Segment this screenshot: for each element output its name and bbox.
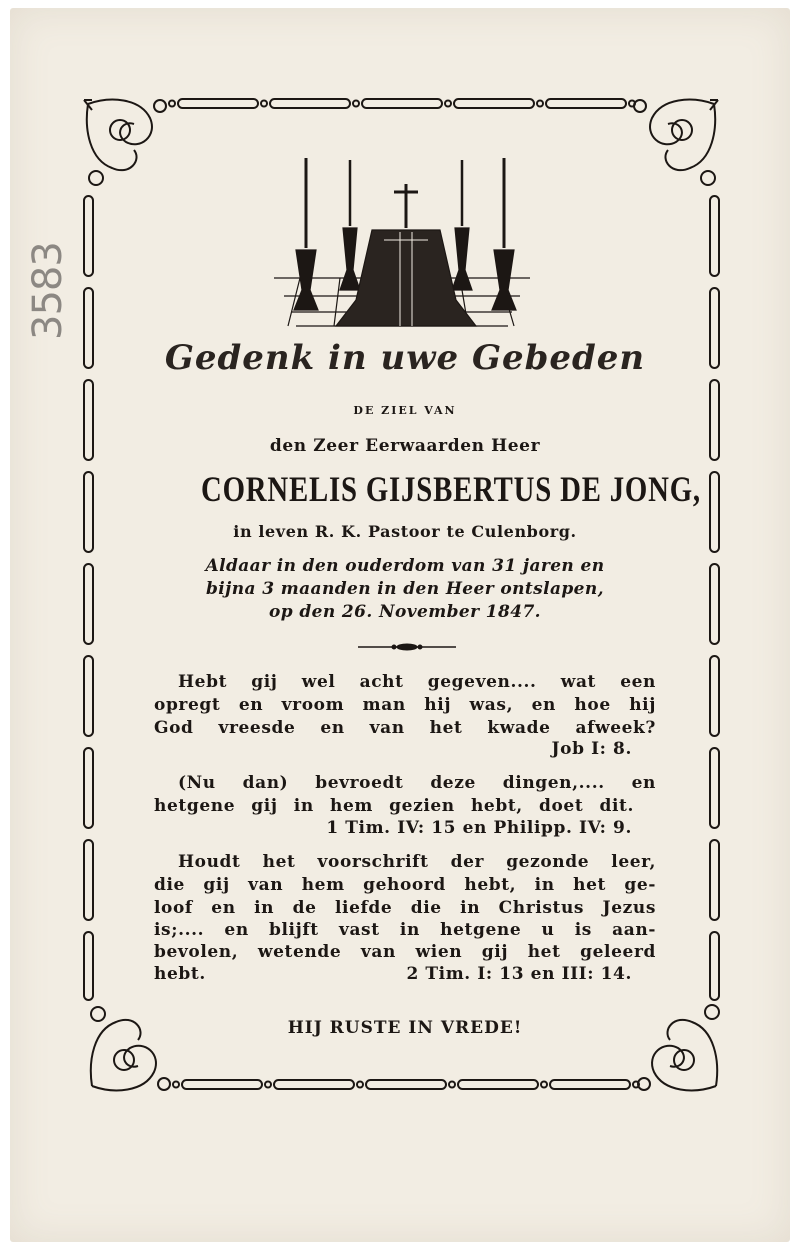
verse3-last-line: hebt. — [154, 964, 206, 984]
death-line-1: Aldaar in den ouderdom van 31 jaren en — [205, 556, 605, 576]
verse1-line-2: opregt en vroom man hij was, en hoe hij — [154, 695, 656, 715]
corner-ornament-top-right — [634, 100, 718, 185]
verse2-line-2: hetgene gij in hem gezien hebt, doet dit. — [154, 796, 634, 816]
honorific: den Zeer Eerwaarden Heer — [269, 436, 541, 456]
left-border — [84, 196, 93, 1000]
closing-line: HIJ RUSTE IN VREDE! — [287, 1018, 523, 1038]
subheading: DE ZIEL VAN — [353, 404, 457, 417]
verse3-line-3: loof en in de liefde die in Christus Jezus — [154, 898, 656, 918]
bottom-border — [173, 1080, 639, 1089]
altar-illustration — [274, 158, 530, 326]
verse3-line-4: is;.... en blijft vast in hetgene u is aan- — [154, 920, 656, 940]
deceased-name: CORNELIS GIJSBERTUS DE JONG, — [201, 469, 701, 509]
verse2-reference: 1 Tim. IV: 15 en Philipp. IV: 9. — [326, 818, 632, 838]
top-border — [169, 99, 635, 108]
divider-flourish — [358, 644, 456, 650]
verse1-reference: Job I: 8. — [551, 739, 632, 759]
verse3-line-1: Houdt het voorschrift der gezonde leer, — [178, 852, 656, 872]
death-line-3: op den 26. November 1847. — [269, 602, 541, 622]
death-line-2: bijna 3 maanden in den Heer ontslapen, — [206, 579, 604, 599]
verse3-line-5: bevolen, wetende van wien gij het geleerd — [154, 942, 656, 962]
verse3-line-2: die gij van hem gehoord hebt, in het ge- — [154, 875, 656, 895]
verse1-line-3: God vreesde en van het kwade afweek? — [154, 718, 656, 738]
verse2-line-1: (Nu dan) bevroedt deze dingen,.... en — [178, 773, 656, 793]
right-border — [710, 196, 719, 1000]
verse1-line-1: Hebt gij wel acht gegeven.... wat een — [178, 672, 656, 692]
heading: Gedenk in uwe Gebeden — [164, 338, 646, 378]
corner-ornament-top-left — [84, 100, 166, 185]
pencil-note: 3583 — [25, 242, 71, 340]
verse3-reference: 2 Tim. I: 13 en III: 14. — [406, 964, 632, 984]
office-line: in leven R. K. Pastoor te Culenborg. — [233, 522, 577, 541]
